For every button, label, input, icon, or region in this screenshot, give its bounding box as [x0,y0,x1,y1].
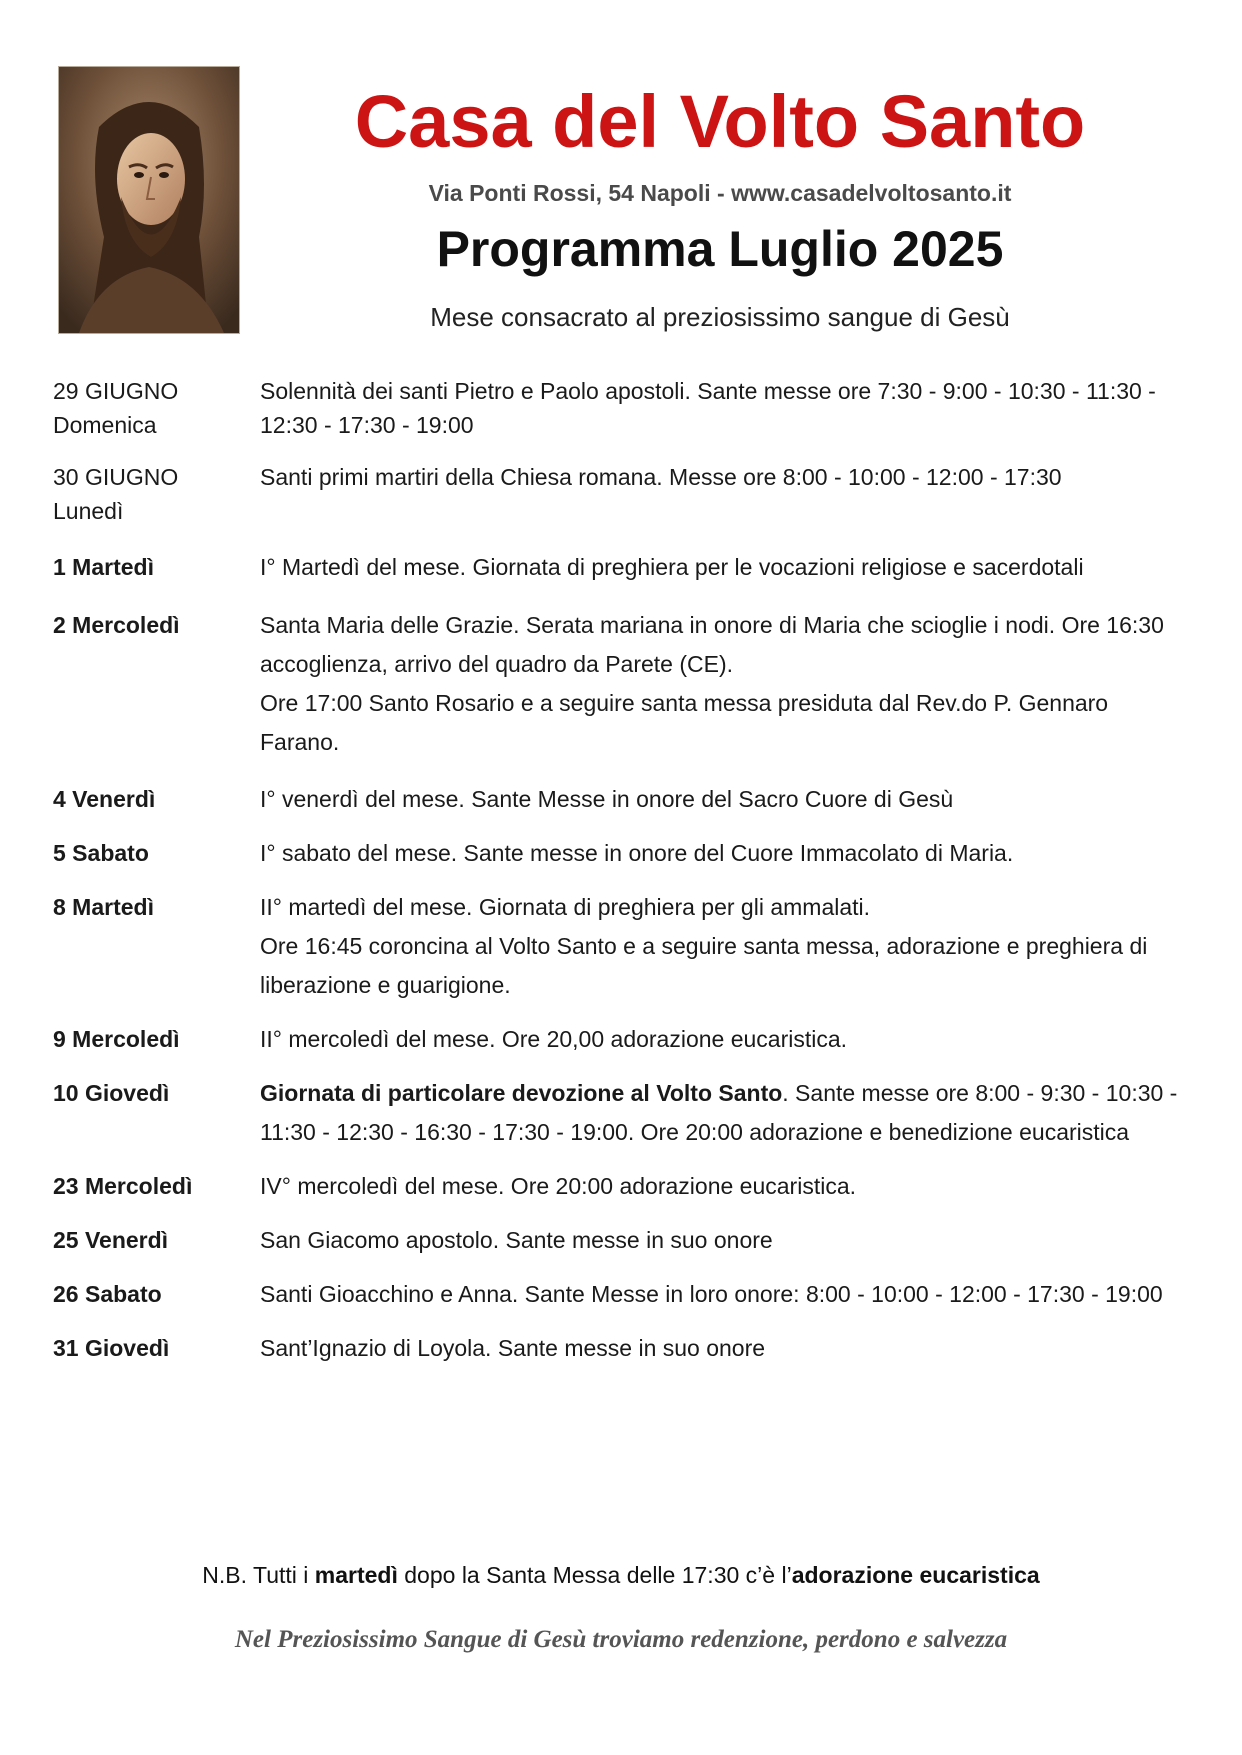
entry-line: Santi Gioacchino e Anna. Sante Messe in loro onore: 8:00 - 10:00 - 12:00 - 17:30 - 19:00 [260,1281,1163,1307]
schedule-entry [53,1329,1193,1368]
entry-description [260,1020,1193,1059]
entry-line: Sant’Ignazio di Loyola. Sante messe in suo onore [260,1335,766,1361]
entry-date: 9 Mercoledì [53,1026,180,1052]
entry-line: San Giacomo apostolo. Sante messe in suo onore [260,1227,773,1253]
entry-date: 23 Mercoledì [53,1173,193,1199]
entry-date: 31 Giovedì [53,1335,170,1361]
entry-description [260,1329,1193,1368]
entry-day [53,460,260,528]
schedule-entry [53,1275,1193,1314]
entry-line: Ore 17:00 Santo Rosario e a seguire santa messa presiduta dal Rev.do P. Gennaro Farano. [260,690,1109,755]
nb-prefix: N.B. Tutti i [202,1562,315,1588]
entry-line: I° Martedì del mese. Giornata di preghiera per le vocazioni religiose e sacerdotali [260,554,1084,580]
footer-motto: Nel Preziosissimo Sangue di Gesù troviamo redenzione, perdono e salvezza [234,1626,1008,1653]
nota-bene-note [0,1562,1242,1589]
schedule-entry [53,834,1193,873]
entry-description [260,834,1193,873]
schedule-entry [53,374,1193,442]
entry-weekday: Domenica [53,412,157,438]
entry-line-rest: . Sante messe ore 8:00 - 9:30 - 10:30 - 11:30 - 12:30 - 16:30 - 17:30 - 19:00. Ore 20:00 adorazione e benedizione eucaristica [260,1080,1178,1145]
nb-weekday: martedì [314,1562,398,1588]
entry-line: II° martedì del mese. Giornata di preghiera per gli ammalati. [260,894,871,920]
entry-description [260,780,1193,819]
schedule-entry [53,888,1193,1005]
entry-date: 4 Venerdì [53,786,156,812]
entry-date: 29 GIUGNO [53,378,179,404]
entry-line: Solennità dei santi Pietro e Paolo apostoli. Sante messe ore 7:30 - 9:00 - 10:30 - 11:30 - 12:30 - 17:30 - 19:00 [260,378,1156,438]
entry-date: 25 Venerdì [53,1227,169,1253]
entry-description [260,606,1193,762]
entry-date: 1 Martedì [53,554,154,580]
entry-description [260,460,1193,494]
entry-date: 8 Martedì [53,894,154,920]
entry-description [260,1074,1193,1152]
entry-highlight: Giornata di particolare devozione al Volto Santo [260,1080,783,1106]
entry-date: 30 GIUGNO [53,464,179,490]
entry-date: 2 Mercoledì [53,612,180,638]
entry-line [260,1074,1193,1152]
entry-line: Santa Maria delle Grazie. Serata mariana in onore di Maria che scioglie i nodi. Ore 16:30 accoglienza, arrivo del quadro da Parete (CE). [260,612,1164,677]
entry-description [260,1275,1193,1314]
entry-line: Santi primi martiri della Chiesa romana. Messe ore 8:00 - 10:00 - 12:00 - 17:30 [260,464,1062,490]
schedule-entry [53,606,1193,762]
schedule-entry [53,1074,1193,1152]
christ-portrait-image [58,66,240,334]
entry-line: I° venerdì del mese. Sante Messe in onore del Sacro Cuore di Gesù [260,786,954,812]
entry-weekday: Lunedì [53,498,124,524]
entry-day [53,374,260,442]
nb-adoration: adorazione eucaristica [791,1562,1040,1588]
entry-description [260,888,1193,1005]
schedule-entry [53,780,1193,819]
entry-description [260,1167,1193,1206]
schedule-list [53,374,1193,1368]
entry-line: I° sabato del mese. Sante messe in onore del Cuore Immacolato di Maria. [260,840,1014,866]
entry-date: 26 Sabato [53,1281,162,1307]
schedule-entry [53,460,1193,528]
schedule-entry [53,1221,1193,1260]
month-dedication-subtitle: Mese consacrato al preziosissimo sangue di Gesù [430,302,1010,332]
nb-middle: dopo la Santa Messa delle 17:30 c’è l’ [397,1562,792,1588]
entry-line: II° mercoledì del mese. Ore 20,00 adorazione eucaristica. [260,1026,848,1052]
entry-line: Ore 16:45 coroncina al Volto Santo e a seguire santa messa, adorazione e preghiera di liberazione e guarigione. [260,933,1148,998]
entry-date: 5 Sabato [53,840,149,866]
schedule-entry [53,550,1193,584]
entry-line: IV° mercoledì del mese. Ore 20:00 adorazione eucaristica. [260,1173,857,1199]
page-title: Casa del Volto Santo [354,80,1086,163]
schedule-entry [53,1167,1193,1206]
program-title: Programma Luglio 2025 [436,221,1004,277]
entry-description [260,550,1193,584]
schedule-entry [53,1020,1193,1059]
entry-description [260,374,1193,442]
entry-description [260,1221,1193,1260]
address-line: Via Ponti Rossi, 54 Napoli - www.casadelvoltosanto.it [428,180,1012,206]
entry-date: 10 Giovedì [53,1080,170,1106]
